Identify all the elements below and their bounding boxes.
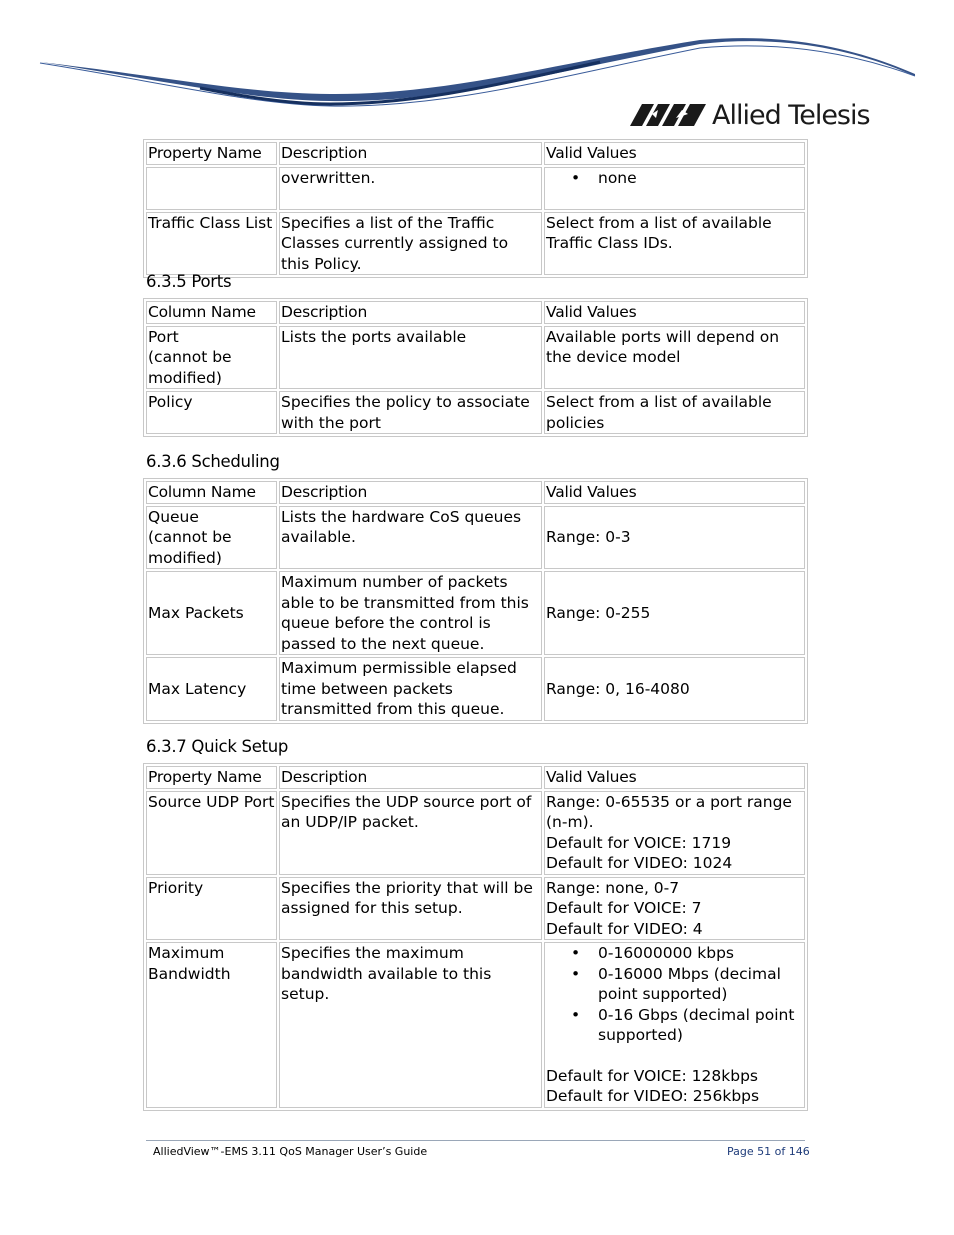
table-header-row xyxy=(146,142,805,165)
table-header-row xyxy=(146,766,805,789)
table-row xyxy=(146,212,805,276)
column-name-cell: Policy xyxy=(146,391,277,434)
cell-line: Port xyxy=(148,327,179,346)
description-cell: Maximum number of packets able to be transmitted from this queue before the control is passed to the next queue. xyxy=(279,571,542,655)
description-cell: Specifies the policy to associate with the port xyxy=(279,391,542,434)
table-row xyxy=(146,877,805,941)
valid-values-cell xyxy=(544,877,805,941)
valid-values-cell: Select from a list of available policies xyxy=(544,391,805,434)
properties-table-continued xyxy=(143,139,808,278)
column-header: Valid Values xyxy=(544,481,805,504)
column-header: Property Name xyxy=(146,142,277,165)
cell-line: Default for VOICE: 128kbps xyxy=(546,1066,758,1085)
property-name-cell: Priority xyxy=(146,877,277,941)
valid-values-cell: Select from a list of available Traffic Class IDs. xyxy=(544,212,805,276)
table-row xyxy=(146,657,805,721)
footer-guide-title: AlliedView™-EMS 3.11 QoS Manager User’s Guide xyxy=(153,1145,428,1158)
logo-text: Allied Telesis xyxy=(712,99,870,131)
bullet-item: • 0-16 Gbps (decimal point supported) xyxy=(598,1005,803,1046)
bullet-item: • 0-16000000 kbps xyxy=(598,943,803,964)
description-cell: Maximum permissible elapsed time between packets transmitted from this queue. xyxy=(279,657,542,721)
bullet-item: • 0-16000 Mbps (decimal point supported) xyxy=(598,964,803,1005)
table-row xyxy=(146,506,805,570)
logo-mark-icon xyxy=(630,104,706,126)
description-cell: Specifies the maximum bandwidth available to this setup. xyxy=(279,942,542,1108)
table-row xyxy=(146,391,805,434)
cell-line: Maximum xyxy=(148,944,225,962)
allied-telesis-logo xyxy=(630,98,870,132)
description-cell: Specifies the priority that will be assigned for this setup. xyxy=(279,877,542,941)
bullet-item: • none xyxy=(598,168,803,189)
column-header: Description xyxy=(279,481,542,504)
quick-setup-table xyxy=(143,763,808,1111)
cell-line: Default for VIDEO: 1024 xyxy=(546,854,733,872)
footer-page-number: Page 51 of 146 xyxy=(727,1145,810,1158)
cell-line: Range: 0-65535 or a port range (n-m). xyxy=(546,792,792,831)
cell-line: Default for VIDEO: 256kbps xyxy=(546,1087,760,1105)
table-row xyxy=(146,326,805,390)
column-header: Description xyxy=(279,142,542,165)
cell-line: (cannot be xyxy=(148,348,232,366)
column-header: Column Name xyxy=(146,481,277,504)
valid-values-cell xyxy=(544,791,805,875)
cell-line: Default for VOICE: 1719 xyxy=(546,833,732,852)
property-name-cell: Traffic Class List xyxy=(146,212,277,276)
description-cell: Lists the ports available xyxy=(279,326,542,390)
valid-values-cell xyxy=(544,167,805,210)
spacer xyxy=(546,1046,803,1066)
description-cell: overwritten. xyxy=(279,167,542,210)
description-cell: Specifies the UDP source port of an UDP/IP packet. xyxy=(279,791,542,875)
column-header: Valid Values xyxy=(544,142,805,165)
description-cell: Specifies a list of the Traffic Classes currently assigned to this Policy. xyxy=(279,212,542,276)
table-row xyxy=(146,571,805,655)
cell-line: Default for VIDEO: 4 xyxy=(546,919,703,938)
cell-line: modified) xyxy=(148,368,222,387)
column-name-cell xyxy=(146,326,277,390)
cell-line: Bandwidth xyxy=(148,964,231,983)
valid-values-cell: Range: 0-255 xyxy=(544,571,805,655)
property-name-cell: Source UDP Port xyxy=(146,791,277,875)
column-name-cell: Max Latency xyxy=(146,657,277,721)
valid-values-cell: Available ports will depend on the device model xyxy=(544,326,805,390)
table-row xyxy=(146,791,805,875)
cell-line: Queue xyxy=(148,507,199,526)
section-heading-scheduling: 6.3.6 Scheduling xyxy=(146,452,280,471)
table-row xyxy=(146,167,805,210)
footer-divider xyxy=(146,1140,805,1141)
valid-values-cell: Range: 0, 16-4080 xyxy=(544,657,805,721)
cell-line: modified) xyxy=(148,548,222,567)
column-name-cell: Max Packets xyxy=(146,571,277,655)
section-heading-quick-setup: 6.3.7 Quick Setup xyxy=(146,737,289,756)
column-header: Valid Values xyxy=(544,301,805,324)
property-name-cell xyxy=(146,167,277,210)
section-heading-ports: 6.3.5 Ports xyxy=(146,272,232,291)
column-header: Description xyxy=(279,766,542,789)
column-header: Column Name xyxy=(146,301,277,324)
column-header: Description xyxy=(279,301,542,324)
valid-values-cell: Range: 0-3 xyxy=(544,506,805,570)
table-header-row xyxy=(146,481,805,504)
scheduling-table xyxy=(143,478,808,724)
property-name-cell xyxy=(146,942,277,1108)
cell-line: (cannot be xyxy=(148,528,232,546)
column-header: Valid Values xyxy=(544,766,805,789)
table-row xyxy=(146,942,805,1108)
description-cell: Lists the hardware CoS queues available. xyxy=(279,506,542,570)
column-header: Property Name xyxy=(146,766,277,789)
ports-table xyxy=(143,298,808,437)
cell-line: Range: none, 0-7 xyxy=(546,878,680,897)
cell-line: Default for VOICE: 7 xyxy=(546,899,702,917)
column-name-cell xyxy=(146,506,277,570)
valid-values-cell xyxy=(544,942,805,1108)
table-header-row xyxy=(146,301,805,324)
